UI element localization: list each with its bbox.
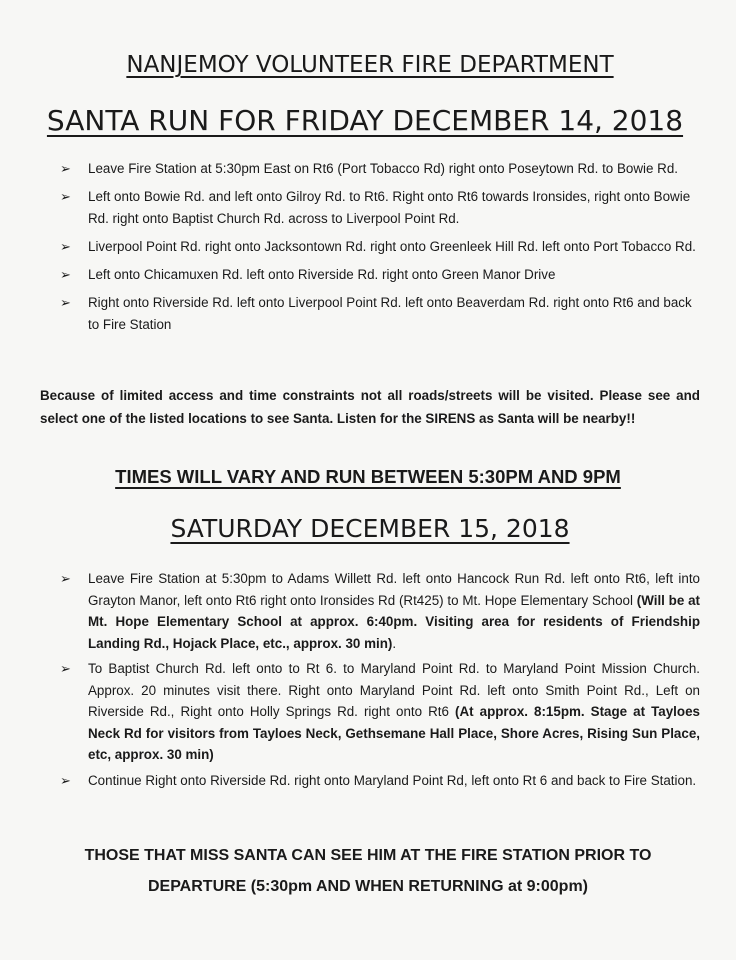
saturday-title: SATURDAY DECEMBER 15, 2018	[170, 514, 570, 543]
times-notice: TIMES WILL VARY AND RUN BETWEEN 5:30PM AND 9PM	[115, 466, 621, 487]
list-item	[60, 264, 700, 286]
arrow-bullet-icon: ➢	[60, 239, 71, 254]
route-step-text: Left onto Bowie Rd. and left onto Gilroy Rd. to Rt6. Right onto Rt6 towards Ironsides, right onto Bowie Rd. right onto Baptist Church Rd. across to Liverpool Point Rd.	[88, 189, 691, 226]
arrow-bullet-icon: ➢	[60, 189, 71, 204]
route-step-stop-note: (Will be at Mt. Hope Elementary School at approx. 6:40pm. Visiting area for residents of Friendship Landing Rd., Hojack Place, etc., approx. 30 min)	[88, 592, 700, 651]
closing-notice: THOSE THAT MISS SANTA CAN SEE HIM AT THE FIRE STATION PRIOR TO DEPARTURE (5:30pm AND WHEN RETURNING at 9:00pm)	[84, 847, 652, 895]
department-title: NANJEMOY VOLUNTEER FIRE DEPARTMENT	[126, 52, 614, 78]
route-step-stop-note: (At approx. 8:15pm. Stage at Tayloes Neck Rd for visitors from Tayloes Neck, Gethsemane Hall Place, Shore Acres, Rising Sun Place, etc, approx. 30 min)	[88, 704, 700, 762]
list-item	[60, 158, 700, 180]
list-item	[60, 770, 700, 792]
friday-title: SANTA RUN FOR FRIDAY DECEMBER 14, 2018	[46, 104, 684, 137]
route-step-text: Right onto Riverside Rd. left onto Liverpool Point Rd. left onto Beaverdam Rd. right onto Rt6 and back to Fire Station	[88, 295, 692, 332]
route-step-text: Left onto Chicamuxen Rd. left onto Riverside Rd. right onto Green Manor Drive	[88, 267, 556, 282]
route-step-text: To Baptist Church Rd. left onto to Rt 6. to Maryland Point Rd. to Maryland Point Mission Church. Approx. 20 minutes visit there. Right onto Maryland Point Rd. left onto Smith Point Rd., Left on Riverside Rd., Right onto Holly Springs Rd. right onto Rt6	[88, 661, 700, 719]
arrow-bullet-icon: ➢	[60, 661, 71, 676]
friday-route-list	[60, 158, 700, 342]
arrow-bullet-icon: ➢	[60, 772, 71, 788]
arrow-bullet-icon: ➢	[60, 571, 71, 586]
access-notice: Because of limited access and time constraints not all roads/streets will be visited. Please see and select one of the listed locations to see Santa. Listen for the SIRENS as Santa will be nearby!!	[40, 388, 700, 426]
saturday-route-list	[60, 568, 700, 795]
list-item	[60, 292, 700, 336]
route-step-end: .	[392, 635, 397, 651]
route-step-text: Continue Right onto Riverside Rd. right onto Maryland Point Rd, left onto Rt 6 and back to Fire Station.	[88, 772, 697, 788]
arrow-bullet-icon: ➢	[60, 267, 71, 282]
list-item	[60, 236, 700, 258]
route-step-text: Leave Fire Station at 5:30pm East on Rt6 (Port Tobacco Rd) right onto Poseytown Rd. to Bowie Rd.	[88, 161, 678, 176]
arrow-bullet-icon: ➢	[60, 295, 71, 310]
list-item	[60, 568, 700, 654]
list-item	[60, 186, 700, 230]
route-step-text: Liverpool Point Rd. right onto Jacksontown Rd. right onto Greenleek Hill Rd. left onto Port Tobacco Rd.	[88, 239, 696, 254]
arrow-bullet-icon: ➢	[60, 161, 71, 176]
list-item	[60, 658, 700, 766]
route-step-text: Leave Fire Station at 5:30pm to Adams Willett Rd. left onto Hancock Run Rd. left onto Rt6, left into Grayton Manor, left onto Rt6 right onto Ironsides Rd (Rt425) to Mt. Hope Elementary School	[88, 571, 700, 608]
